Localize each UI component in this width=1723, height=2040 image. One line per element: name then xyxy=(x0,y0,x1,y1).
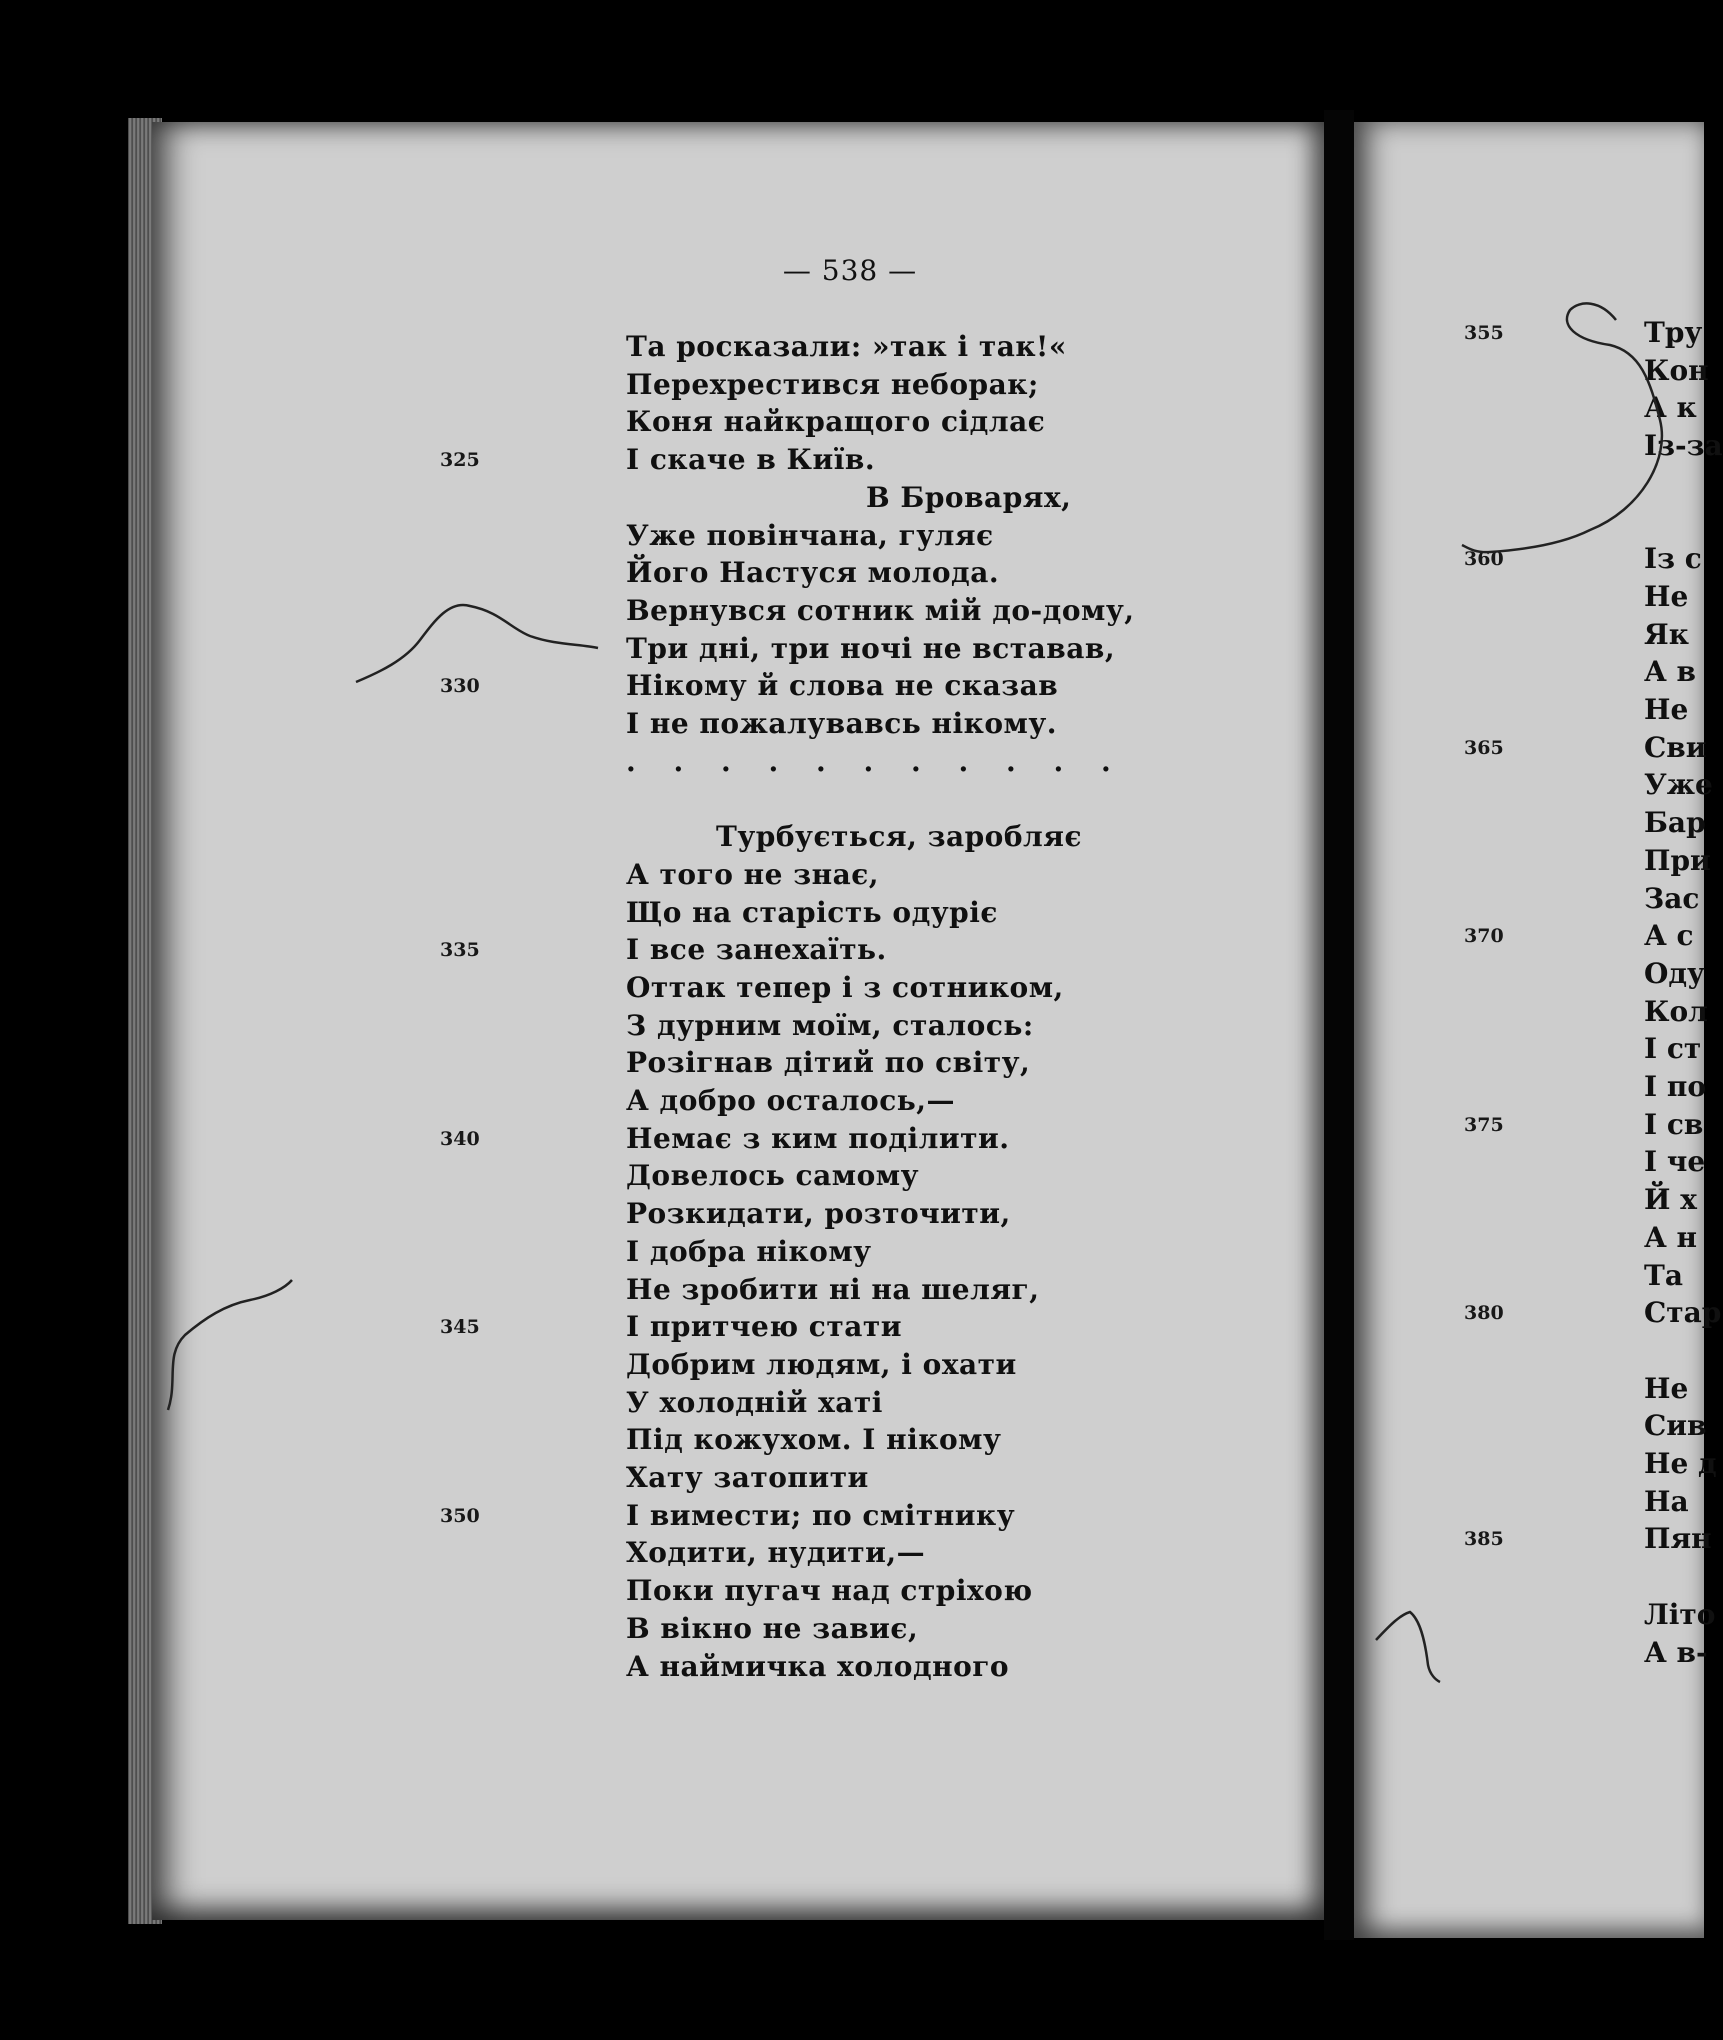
poem-line: З дурним моїм, сталось: xyxy=(626,1008,1034,1042)
poem-line-fragment: А н xyxy=(1644,1220,1698,1254)
poem-line: І не пожалувавсь нікому. xyxy=(626,707,1058,740)
poem-line: Турбується, заробляє xyxy=(716,820,1082,854)
poem-line-fragment: Не xyxy=(1644,693,1689,726)
poem-line-fragment: Кон xyxy=(1644,353,1709,387)
poem-line: А добро осталось,— xyxy=(626,1084,956,1117)
poem-line: В Броварях, xyxy=(866,480,1072,514)
poem-line-fragment: При xyxy=(1644,843,1711,877)
poem-line-fragment: І че xyxy=(1644,1145,1706,1179)
line-number: 340 xyxy=(440,1127,480,1150)
line-number: 370 xyxy=(1464,925,1504,948)
poem-line: Уже повінчана, гуляє xyxy=(626,518,994,552)
line-number: 325 xyxy=(440,449,480,472)
poem-line-fragment: А в xyxy=(1644,655,1697,689)
poem-line-fragment: Й х xyxy=(1644,1183,1697,1217)
poem-line: І скаче в Київ. xyxy=(626,443,876,477)
poem-line: А того не знає, xyxy=(626,857,880,891)
poem-line-fragment: Кол xyxy=(1644,994,1708,1028)
line-number: 365 xyxy=(1464,736,1504,759)
poem-line-fragment: Як xyxy=(1644,617,1689,651)
poem-line: Хату затопити xyxy=(626,1461,869,1494)
poem-line: Нікому й слова не сказав xyxy=(626,669,1059,703)
line-number: 375 xyxy=(1464,1113,1504,1136)
line-number: 335 xyxy=(440,939,480,962)
poem-line: У холодній хаті xyxy=(626,1385,883,1419)
poem-line-fragment: І ст xyxy=(1644,1032,1702,1066)
poem-line-fragment: Із-за xyxy=(1644,429,1723,463)
poem-line-fragment: Літо xyxy=(1644,1597,1716,1631)
poem-line-fragment: Уже xyxy=(1644,768,1713,802)
poem-line-fragment: На xyxy=(1644,1484,1689,1518)
line-number: 355 xyxy=(1464,322,1504,344)
poem-line: Добрим людям, і охати xyxy=(626,1347,1017,1381)
line-number: 380 xyxy=(1464,1302,1504,1325)
poem-line-fragment: І св xyxy=(1644,1107,1704,1141)
page-number: — 538 — xyxy=(782,254,918,287)
poem-line: . . . . . . . . . . . xyxy=(626,744,1125,778)
poem-line: Його Настуся молода. xyxy=(626,556,1000,590)
poem-line-fragment: А в- xyxy=(1644,1635,1708,1669)
poem-line-fragment: Пян xyxy=(1644,1522,1712,1556)
poem-line-fragment: Стар xyxy=(1644,1296,1722,1330)
line-number: 360 xyxy=(1464,548,1504,571)
scribble-mark xyxy=(168,1280,292,1410)
poem-line: Ходити, нудити,— xyxy=(626,1536,926,1570)
line-number: 330 xyxy=(440,675,480,698)
poem-line: Оттак тепер і з сотником, xyxy=(626,970,1064,1004)
poem-line-fragment: Тру xyxy=(1644,316,1703,349)
poem-line-fragment: Зас xyxy=(1644,881,1700,915)
poem-line-fragment: Оду xyxy=(1644,956,1705,990)
poem-line-fragment: Та xyxy=(1644,1258,1683,1292)
scribble-mark xyxy=(356,605,598,682)
poem-line: Довелось самому xyxy=(626,1159,919,1193)
poem-line: А наймичка холодного xyxy=(626,1649,1010,1683)
poem-line-fragment: Не xyxy=(1644,1371,1689,1405)
poem-line: Що на старість одуріє xyxy=(626,895,998,929)
poem-line: І притчею стати xyxy=(626,1310,902,1344)
poem-line-fragment: Сив xyxy=(1644,1409,1707,1443)
line-number: 350 xyxy=(440,1504,480,1527)
poem-line: Три дні, три ночі не вставав, xyxy=(626,631,1116,665)
poem-line: Перехрестився неборак; xyxy=(626,367,1039,401)
poem-line-fragment: Не xyxy=(1644,579,1689,613)
poem-line: І вимести; по смітнику xyxy=(626,1498,1016,1532)
poem-line: Поки пугач над стріхою xyxy=(626,1574,1033,1608)
line-number: 385 xyxy=(1464,1528,1504,1551)
poem-line: Розігнав дітий по світу, xyxy=(626,1046,1031,1080)
poem-line: І добра нікому xyxy=(626,1234,872,1268)
poem-line-fragment: А к xyxy=(1644,391,1697,425)
scribble-mark xyxy=(1376,1612,1440,1682)
poem-line: Немає з ким поділити. xyxy=(626,1121,1010,1155)
poem-line-fragment: Не д xyxy=(1644,1447,1717,1480)
poem-line: І все занехаїть. xyxy=(626,933,887,967)
poem-line: В вікно не завиє, xyxy=(626,1611,919,1645)
poem-line: Та росказали: »так і так!« xyxy=(626,330,1067,363)
poem-line-fragment: Бар xyxy=(1644,806,1706,840)
poem-line: Коня найкращого сідлає xyxy=(626,405,1046,439)
poem-line: Під кожухом. І нікому xyxy=(626,1423,1002,1457)
poem-line-fragment: А с xyxy=(1644,919,1694,953)
poem-line-fragment: Сви xyxy=(1644,730,1707,764)
poem-line: Розкидати, розточити, xyxy=(626,1197,1011,1231)
poem-line: Не зробити ні на шеляг, xyxy=(626,1272,1040,1306)
line-number: 345 xyxy=(440,1316,480,1339)
poem-line-fragment: Із с xyxy=(1644,542,1702,576)
poem-line-fragment: І по xyxy=(1644,1070,1707,1103)
poem-line: Вернувся сотник мій до-дому, xyxy=(626,593,1135,627)
scribble-mark xyxy=(1462,303,1662,552)
